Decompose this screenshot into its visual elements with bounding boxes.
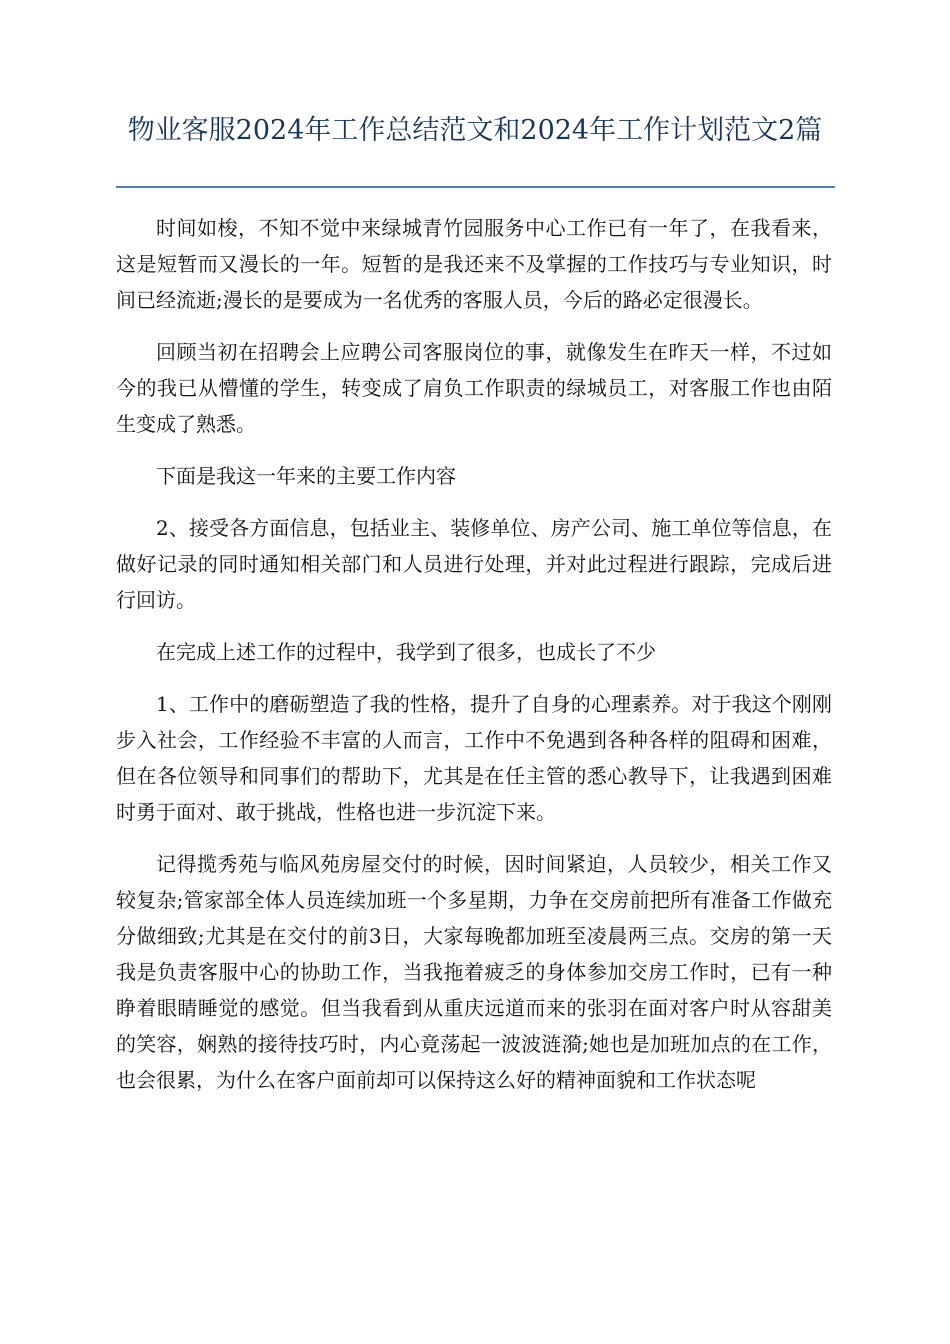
document-title: 物业客服2024年工作总结范文和2024年工作计划范文2篇 [127, 115, 823, 146]
paragraph-review: 回顾当初在招聘会上应聘公司客服岗位的事，就像发生在昨天一样，不过如今的我已从懵懂的学生，转变成了肩负工作职责的绿城员工，对客服工作也由陌生变成了熟悉。 [116, 340, 832, 436]
paragraph-work-heading: 下面是我这一年来的主要工作内容 [156, 464, 456, 488]
paragraph-intro: 时间如梭，不知不觉中来绿城青竹园服务中心工作已有一年了，在我看来，这是短暂而又漫长的一年。短暂的是我还来不及掌握的工作技巧与专业知识，时间已经流逝;漫长的是要成为一名优秀的客服人员，今后的路必定很漫长。 [116, 216, 832, 312]
title-underline [116, 186, 835, 188]
paragraph-story: 记得揽秀苑与临风苑房屋交付的时候，因时间紧迫，人员较少，相关工作又较复杂;管家部全体人员连续加班一个多星期，力争在交房前把所有准备工作做充分做细致;尤其是在交付的前3日，大家每晚都加班至凌晨两三点。交房的第一天我是负责客服中心的协助工作，当我拖着疲乏的身体参加交房工作时，已有一种睁着眼睛睡觉的感觉。但当我看到从重庆远道而来的张羽在面对客户时从容甜美的笑容，娴熟的接待技巧时，内心竟荡起一波波涟漪;她也是加班加点的在工作，也会很累，为什么在客户面前却可以保持这么好的精神面貌和工作状态呢 [116, 852, 832, 1092]
paragraph-item-1: 1、工作中的磨砺塑造了我的性格，提升了自身的心理素养。对于我这个刚刚步入社会，工作经验不丰富的人而言，工作中不免遇到各种各样的阻碍和困难，但在各位领导和同事们的帮助下，尤其是在任主管的悉心教导下，让我遇到困难时勇于面对、敢于挑战，性格也进一步沉淀下来。 [116, 692, 832, 824]
document-body [116, 210, 832, 1114]
paragraph-growth-heading: 在完成上述工作的过程中，我学到了很多，也成长了不少 [156, 640, 656, 664]
paragraph-item-2: 2、接受各方面信息，包括业主、装修单位、房产公司、施工单位等信息，在做好记录的同时通知相关部门和人员进行处理，并对此过程进行跟踪，完成后进行回访。 [116, 516, 832, 612]
